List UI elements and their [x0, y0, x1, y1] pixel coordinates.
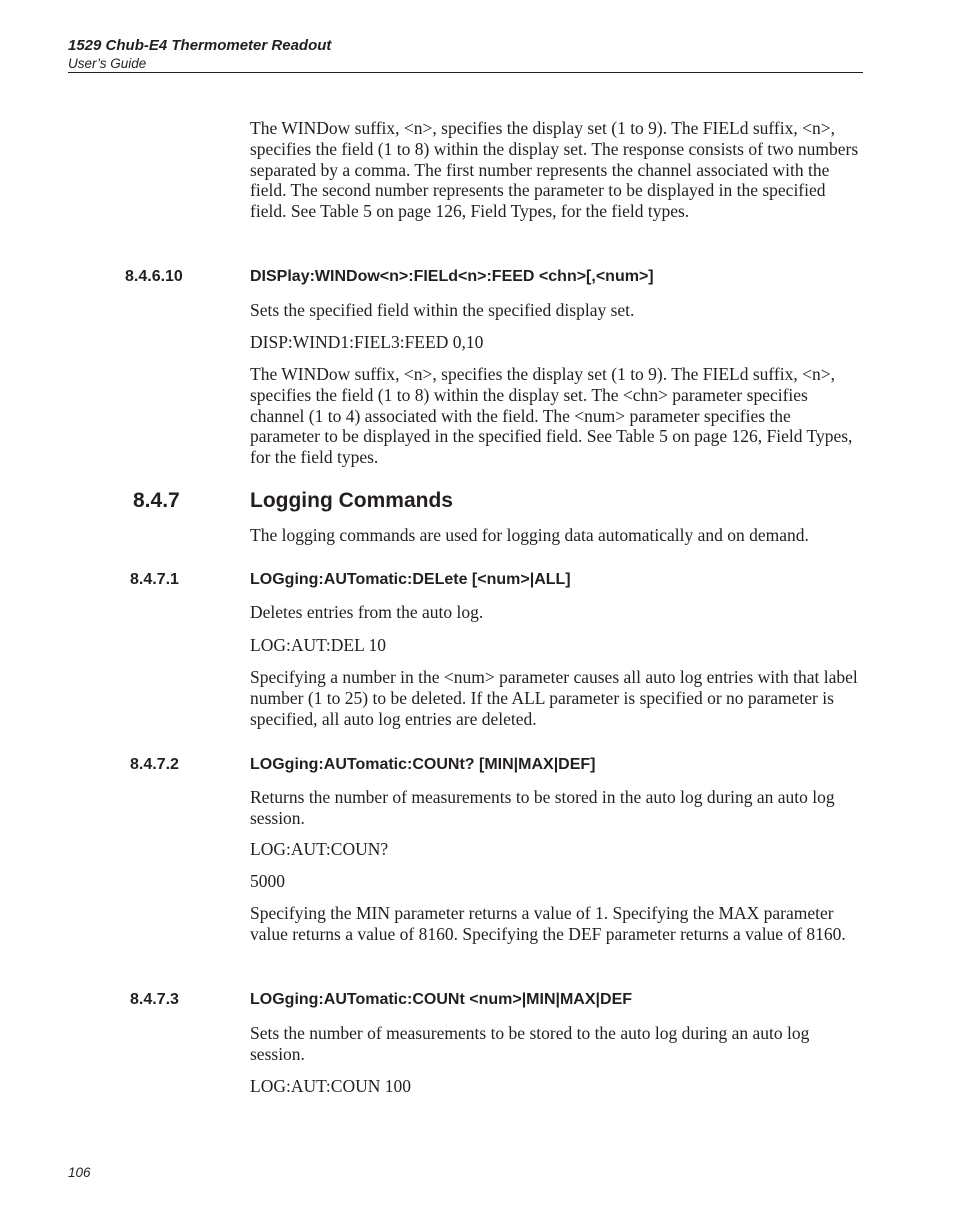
section-detail: The WINDow suffix, <n>, specifies the display set (1 to 9). The FIELd suffix, <n>, specifies the field (1 to 8) within the display set. The <chn> parameter specifies channel (1 to 4) associated with the field. The <num> parameter specifies the parameter to be displayed in the specified field. See Table 5 on page 126, Field Types, for the field types. [250, 364, 853, 468]
section-heading: LOGging:AUTomatic:DELete [<num>|ALL] [250, 571, 571, 588]
section-number: 8.4.6.10 [125, 268, 183, 285]
document-title: 1529 Chub-E4 Thermometer Readout [68, 37, 332, 54]
section-number: 8.4.7.3 [130, 991, 179, 1008]
section-heading: Logging Commands [250, 489, 453, 512]
command-response: 5000 [250, 871, 285, 891]
section-heading: LOGging:AUTomatic:COUNt <num>|MIN|MAX|DEF [250, 991, 633, 1008]
command-example: LOG:AUT:COUN? [250, 839, 389, 859]
section-number: 8.4.7.2 [130, 756, 179, 773]
section-detail: Specifying a number in the <num> parameter causes all auto log entries with that label number (1 to 25) to be deleted. If the ALL parameter is specified or no parameter is specified, all auto log entries are deleted. [250, 667, 858, 729]
section-description: Sets the number of measurements to be stored to the auto log during an auto log session. [250, 1023, 810, 1064]
header-divider [68, 72, 863, 73]
command-example: LOG:AUT:DEL 10 [250, 635, 387, 655]
command-example: DISP:WIND1:FIEL3:FEED 0,10 [250, 332, 484, 352]
section-description: Deletes entries from the auto log. [250, 602, 484, 622]
page-number: 106 [68, 1165, 91, 1180]
section-heading: DISPlay:WINDow<n>:FIELd<n>:FEED <chn>[,<num>] [250, 268, 654, 285]
command-example: LOG:AUT:COUN 100 [250, 1076, 411, 1096]
section-number: 8.4.7.1 [130, 571, 179, 588]
section-heading: LOGging:AUTomatic:COUNt? [MIN|MAX|DEF] [250, 756, 596, 773]
section-description: Sets the specified field within the specified display set. [250, 300, 635, 320]
section-detail: Specifying the MIN parameter returns a value of 1. Specifying the MAX parameter value returns a value of 8160. Specifying the DEF parameter returns a value of 8160. [250, 903, 846, 944]
intro-paragraph: The WINDow suffix, <n>, specifies the display set (1 to 9). The FIELd suffix, <n>, specifies the field (1 to 8) within the display set. The response consists of two numbers separated by a comma. The first number represents the channel associated with the field. The second number represents the parameter to be displayed in the specified field. See Table 5 on page 126, Field Types, for the field types. [250, 118, 859, 222]
section-description: Returns the number of measurements to be stored in the auto log during an auto log session. [250, 787, 835, 828]
section-number: 8.4.7 [133, 489, 180, 512]
document-subtitle: User’s Guide [68, 56, 147, 71]
section-description: The logging commands are used for logging data automatically and on demand. [250, 525, 809, 545]
